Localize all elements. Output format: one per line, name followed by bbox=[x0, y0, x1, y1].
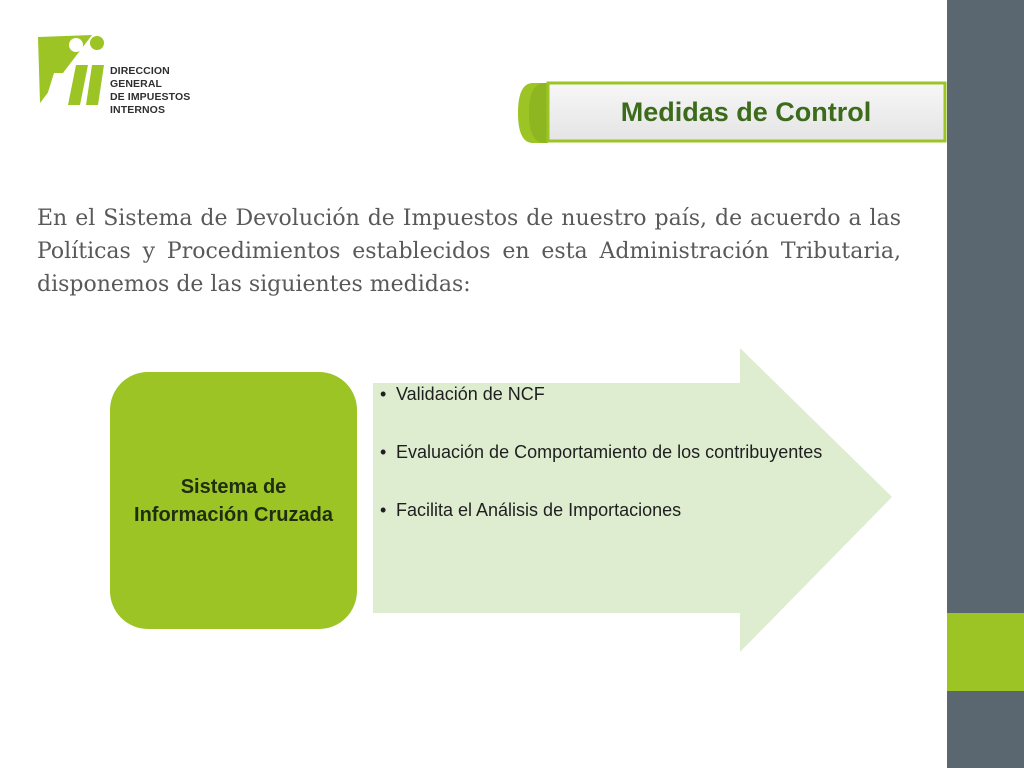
box-label bbox=[124, 473, 343, 529]
logo-line-1: DIRECCION GENERAL bbox=[110, 65, 170, 90]
list-item: • Facilita el Análisis de Importaciones bbox=[380, 496, 900, 554]
dgii-logo bbox=[36, 33, 216, 116]
measures-list bbox=[380, 380, 900, 554]
logo-text bbox=[110, 65, 216, 117]
logo-line-3: INTERNOS bbox=[110, 104, 166, 116]
list-item: • Validación de NCF bbox=[380, 380, 900, 438]
box-label-line-1: Sistema de bbox=[180, 475, 287, 498]
intro-paragraph: En el Sistema de Devolución de Impuestos de nuestro país, de acuerdo a las Políticas y Procedimientos establecidos en esta Administración Tributaria, disponemos de las siguientes medidas: bbox=[37, 206, 901, 297]
logo-line-2: DE IMPUESTOS bbox=[110, 91, 191, 103]
sistema-info-cruzada-box bbox=[110, 372, 357, 629]
logo-mark-icon bbox=[36, 33, 110, 111]
sidebar-decoration-green bbox=[947, 613, 1024, 691]
page-title: Medidas de Control bbox=[620, 96, 872, 127]
box-label-line-2: Información Cruzada bbox=[134, 503, 333, 526]
list-item: • Evaluación de Comportamiento de los contribuyentes bbox=[380, 438, 900, 496]
